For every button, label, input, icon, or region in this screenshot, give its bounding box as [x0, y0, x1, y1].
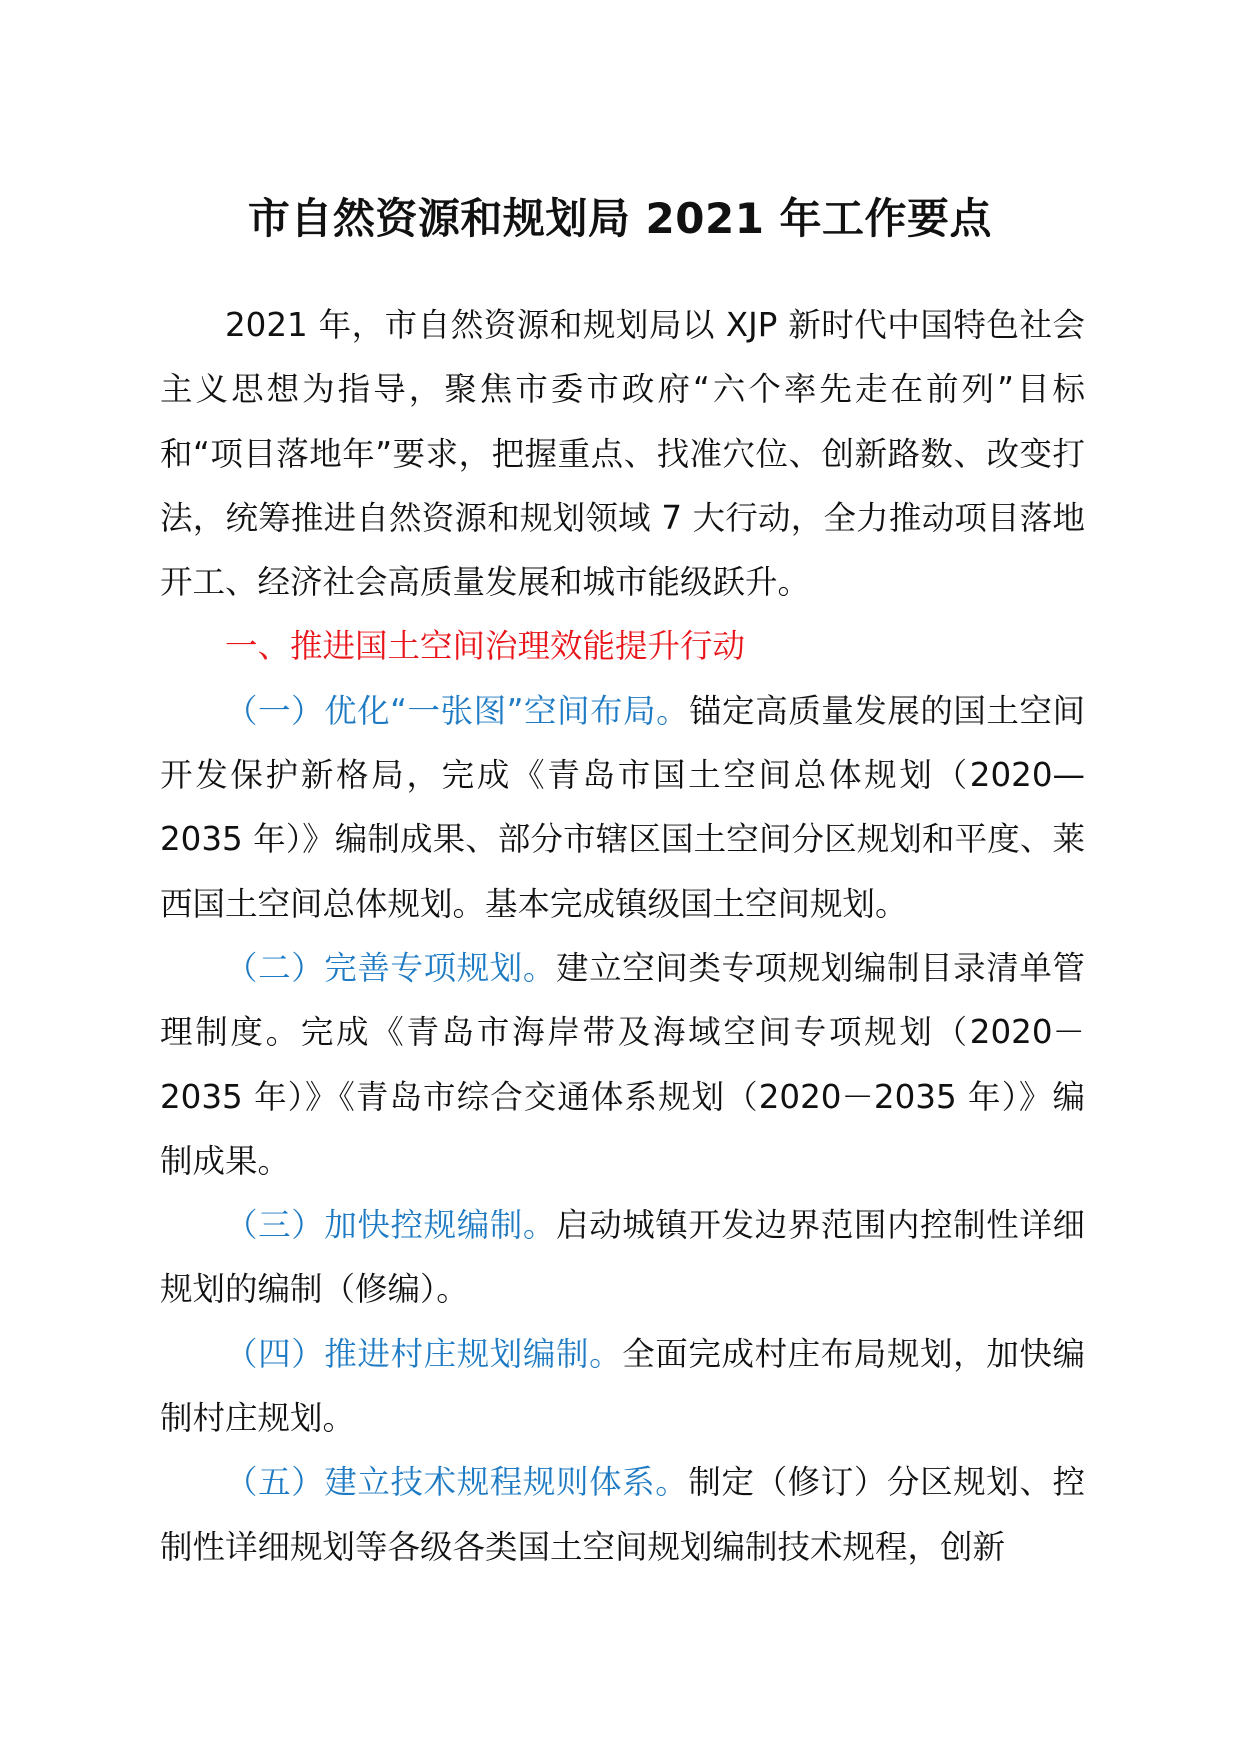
item-5-text: 制定（修订）分区规划、控制性详细规划等各级各类国土空间规划编制技术规程，创新 [160, 1463, 1085, 1566]
item-1-label: （一）优化“一张图”空间布局。 [225, 691, 690, 730]
item-2-text: 建立空间类专项规划编制目录清单管理制度。完成《青岛市海岸带及海域空间专项规划（2020－2035 年）》《青岛市综合交通体系规划（2020－2035 年）》编制成果。 [160, 948, 1085, 1180]
section-1-heading: 一、推进国土空间治理效能提升行动 [225, 627, 746, 666]
document-body [160, 293, 1085, 1579]
item-2-label: （二）完善专项规划。 [225, 948, 556, 987]
item-4-label: （四）推进村庄规划编制。 [225, 1334, 623, 1373]
item-paragraph-1 [160, 679, 1085, 936]
item-4-text: 全面完成村庄布局规划，加快编制村庄规划。 [160, 1334, 1085, 1438]
item-paragraph-2 [160, 936, 1085, 1193]
item-paragraph-4 [160, 1322, 1085, 1451]
item-paragraph-3 [160, 1193, 1085, 1322]
section-heading [160, 614, 1085, 678]
item-1-text: 锚定高质量发展的国土空间开发保护新格局，完成《青岛市国土空间总体规划（2020—2035 年）》编制成果、部分市辖区国土空间分区规划和平度、莱西国土空间总体规划。基本完成镇级国土空间规划。 [160, 691, 1085, 923]
document-title: 市自然资源和规划局 2021 年工作要点 [247, 194, 993, 243]
intro-paragraph: 2021 年，市自然资源和规划局以 XJP 新时代中国特色社会主义思想为指导，聚焦市委市政府“六个率先走在前列”目标和“项目落地年”要求，把握重点、找准穴位、创新路数、改变打法，统筹推进自然资源和规划领域 7 大行动，全力推动项目落地开工、经济社会高质量发展和城市能级跃升。 [160, 306, 1085, 602]
item-3-label: （三）加快控规编制。 [225, 1206, 556, 1245]
item-5-label: （五）建立技术规程规则体系。 [225, 1463, 689, 1502]
item-paragraph-5 [160, 1450, 1085, 1579]
item-3-text: 启动城镇开发边界范围内控制性详细规划的编制（修编）。 [160, 1206, 1085, 1309]
